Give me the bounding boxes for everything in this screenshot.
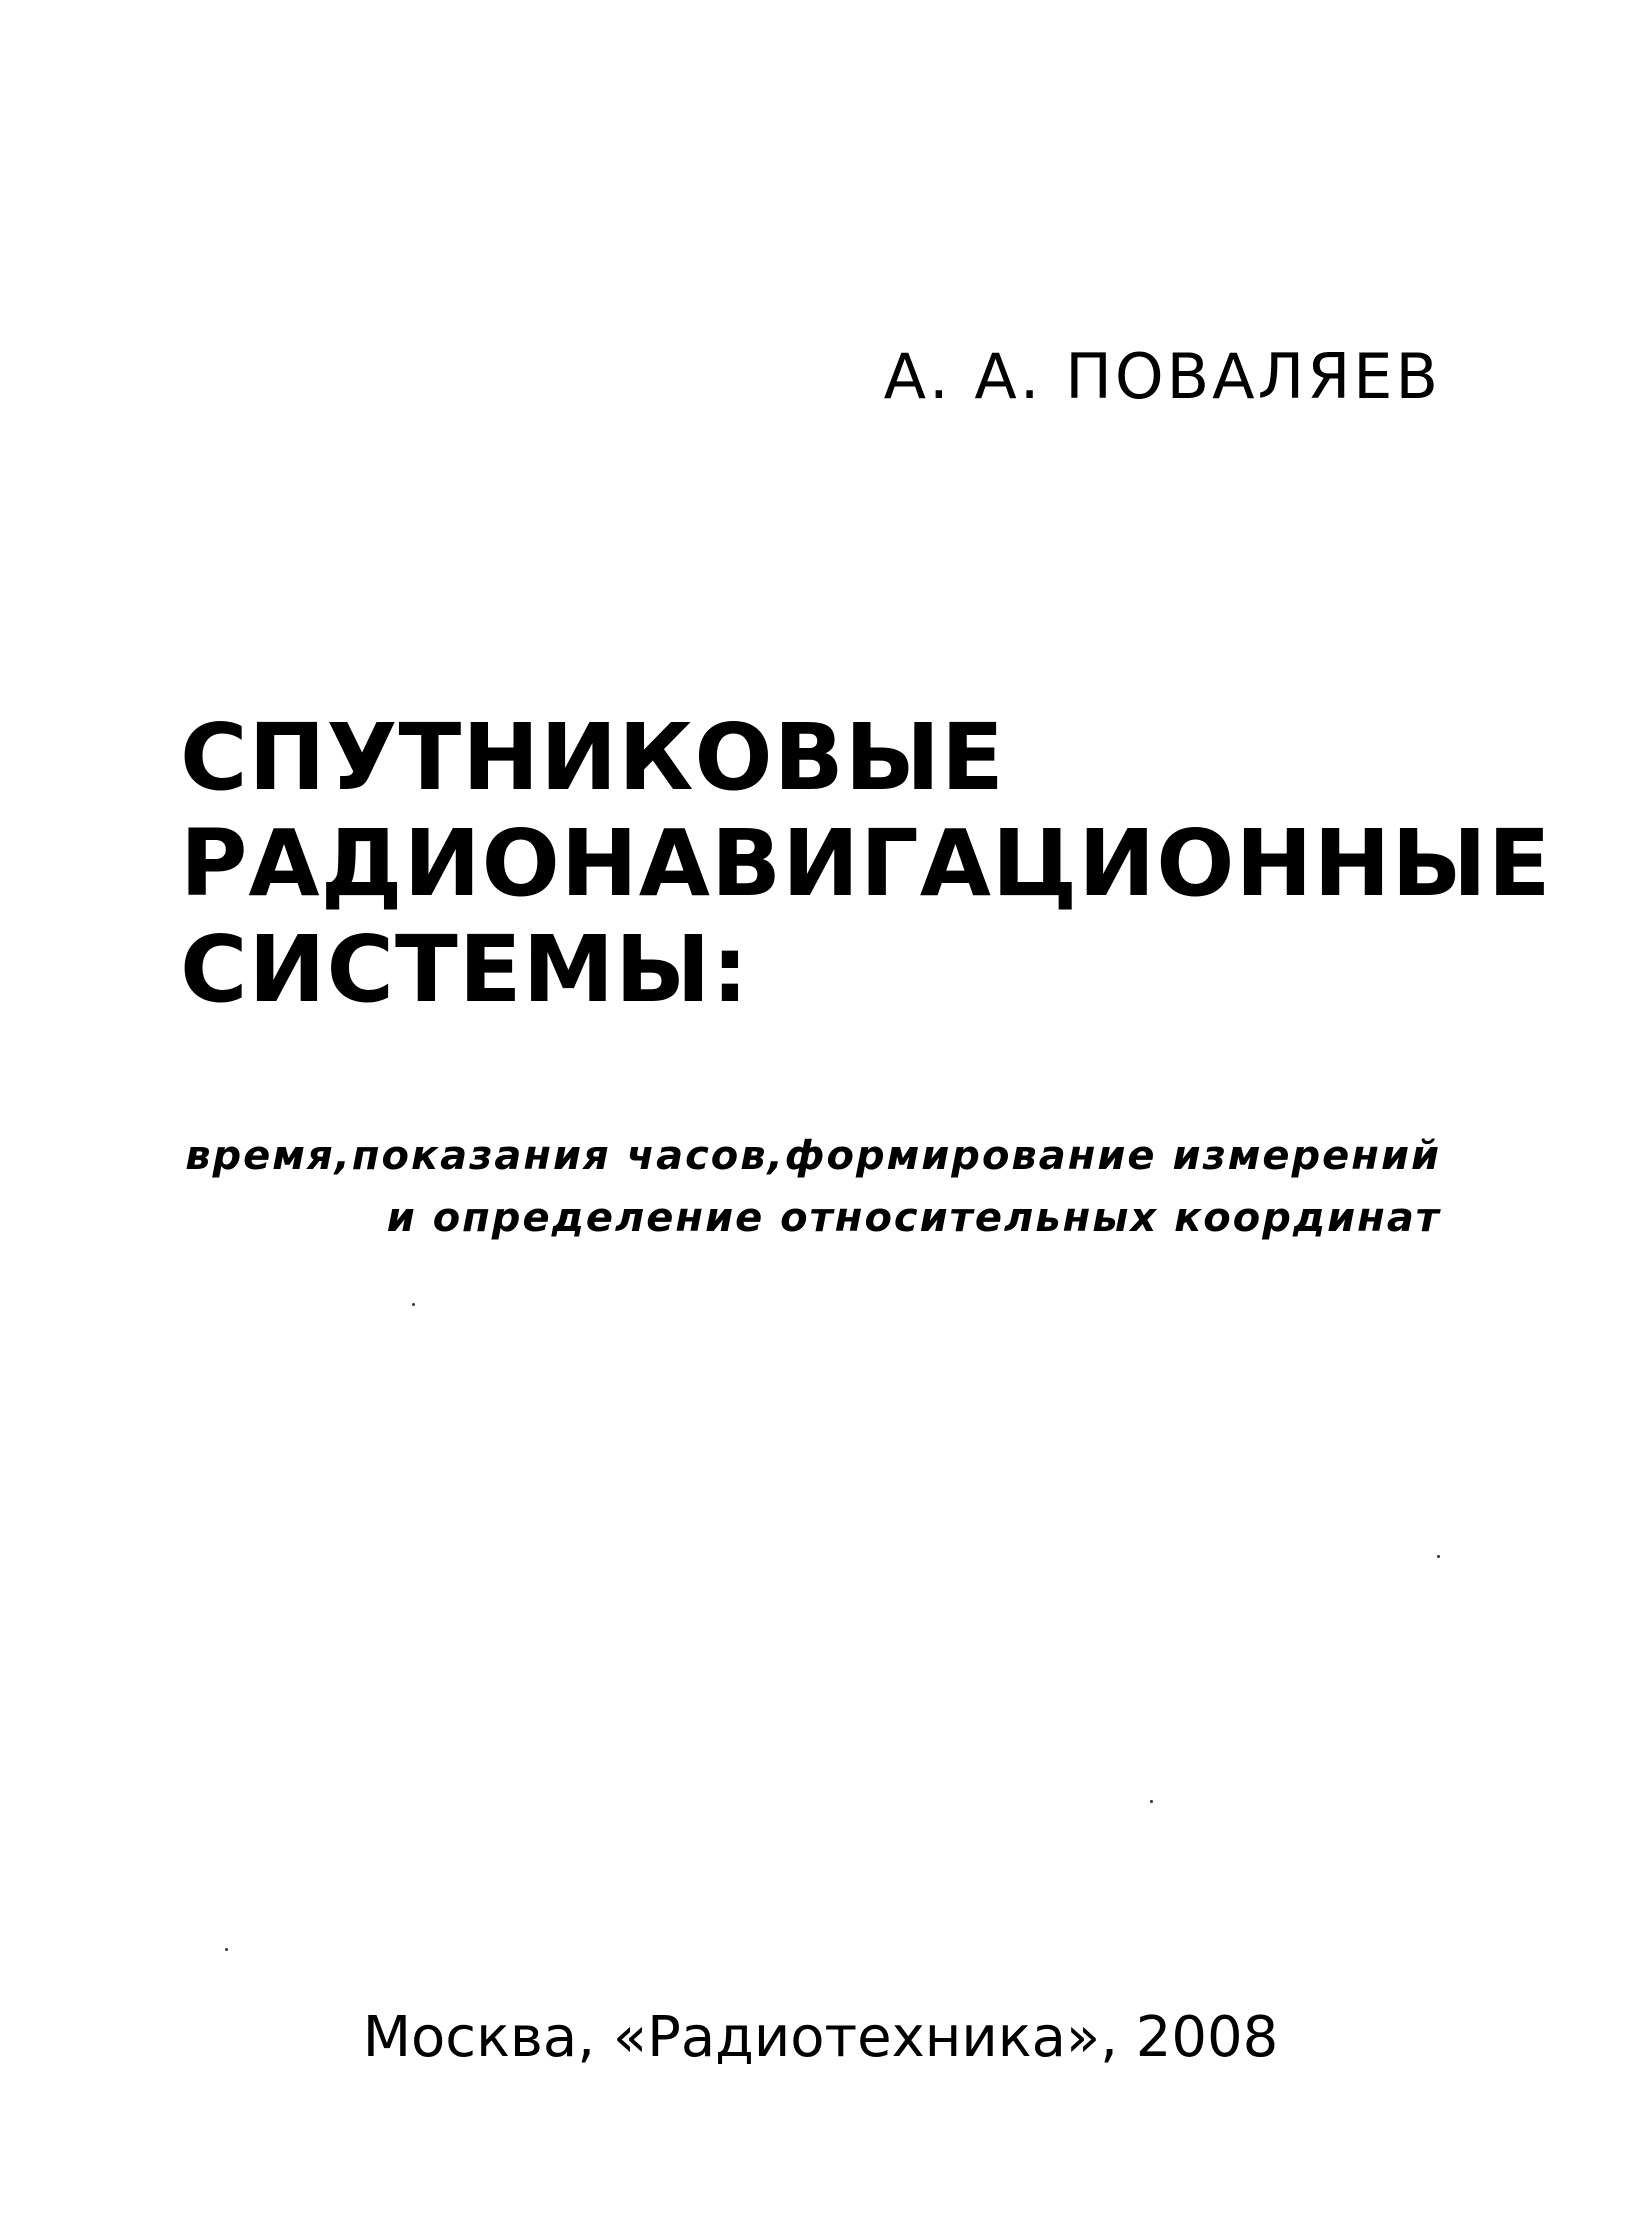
book-subtitle-line: время,показания часов,формирование измерений	[185, 1133, 1441, 1179]
book-title	[180, 704, 1552, 1023]
book-title-line: СИСТЕМЫ:	[180, 916, 750, 1023]
publisher-imprint: Москва, «Радиотехника», 2008	[362, 2005, 1279, 2070]
book-subtitle	[141, 1125, 1441, 1249]
book-title-line: СПУТНИКОВЫЕ	[180, 704, 1005, 811]
scan-speck	[412, 1303, 415, 1306]
book-title-line: РАДИОНАВИГАЦИОННЫЕ	[180, 810, 1552, 917]
author-name: А. А. ПОВАЛЯЕВ	[883, 340, 1441, 413]
scan-speck	[1437, 1555, 1440, 1558]
scan-speck	[1150, 1800, 1153, 1803]
scan-speck	[225, 1948, 228, 1951]
book-subtitle-line: и определение относительных координат	[386, 1195, 1441, 1241]
